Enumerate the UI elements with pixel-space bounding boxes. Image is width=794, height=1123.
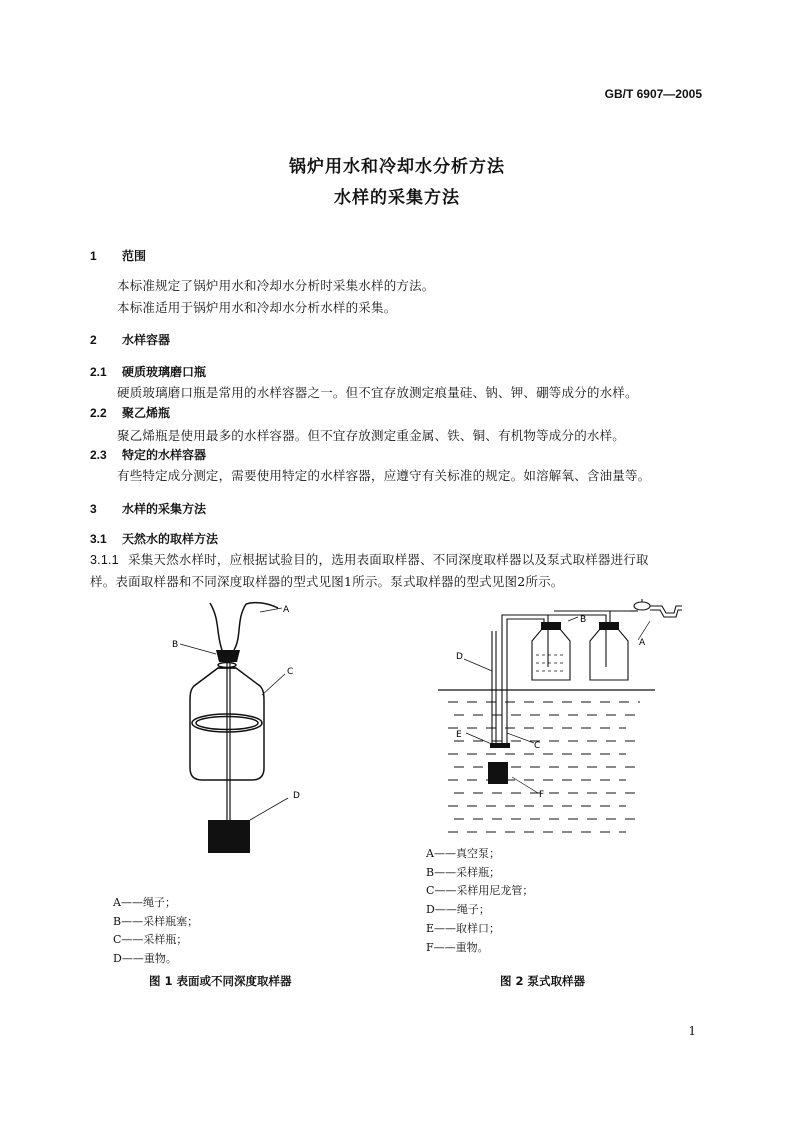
page-subtitle: 水样的采集方法 [334,188,460,208]
page-number: 1 [688,1024,696,1038]
section-number: 2.1 [90,365,107,379]
legend-item: D——绳子； [426,903,490,917]
rope-strand [246,603,278,608]
section-2-2-heading [90,404,170,421]
legend-item: C——采样用尼龙管； [426,884,534,898]
leader-line-d [464,659,492,671]
section-number: 3.1.1 [90,553,119,567]
label-b: B [172,640,179,650]
label-a: A [639,638,646,648]
legend-item: D——重物。 [113,952,177,966]
label-e: E [456,730,462,740]
section-title: 特定的水样容器 [122,448,207,462]
paragraph-continuation: 样。表面取样器和不同深度取样器的型式见图1所示。泵式取样器的型式见图2所示。 [90,574,564,589]
section-2-3-heading [90,446,206,463]
leader-line-b [568,617,578,621]
paragraph-3-1-1 [90,550,649,568]
section-number: 2.2 [90,406,107,420]
weight-block [208,820,250,853]
section-number: 3 [90,502,97,516]
sampling-port [490,743,510,748]
paragraph: 本标准适用于锅炉用水和冷却水分析水样的采集。 [117,300,397,315]
section-title: 水样的采集方法 [122,502,207,516]
sample-bottle [590,629,628,680]
label-d: D [456,652,463,662]
rope-strand [210,603,222,650]
legend-item: B——采样瓶； [426,865,501,879]
leader-line-a [260,608,282,612]
paragraph: 有些特定成分测定，需要使用特定的水样容器，应遵守有关标准的规定。如溶解氧、含油量等。 [117,468,651,483]
section-number: 1 [90,249,97,263]
legend-item: A——真空泵； [426,847,500,860]
weight-block [488,762,508,784]
leader-line-f [512,777,538,793]
section-title: 水样容器 [122,333,171,347]
figure-1-caption: 图 1 表面或不同深度取样器 [149,974,292,988]
section-title: 天然水的取样方法 [122,532,219,546]
bottle-stopper [599,622,619,630]
section-title: 聚乙烯瓶 [122,406,171,420]
legend-item: E——取样口； [426,921,501,935]
paragraph: 聚乙烯瓶是使用最多的水样容器。但不宜存放测定重金属、铁、铜、有机物等成分的水样。 [117,428,626,443]
bottle-stopper [216,650,240,662]
label-c: C [287,667,294,677]
paragraph: 本标准规定了锅炉用水和冷却水分析时采集水样的方法。 [117,278,435,293]
label-b: B [580,615,587,625]
leader-line-b [180,644,216,654]
label-a: A [283,605,290,615]
leader-line-d [250,798,288,820]
legend-item: C——采样瓶； [113,933,188,947]
paragraph-text: 采集天然水样时，应根据试验目的，选用表面取样器、不同深度取样器以及泵式取样器进行取 [128,552,649,567]
sample-bottle [532,629,570,680]
section-number: 3.1 [90,532,107,546]
legend-item: F——重物。 [426,940,489,954]
section-3-1-heading [90,530,218,547]
paragraph: 硬质玻璃磨口瓶是常用的水样容器之一。但不宜存放测定痕量硅、钠、钾、硼等成分的水样。 [117,385,638,400]
section-number: 2 [90,333,97,347]
section-2-1-heading [90,363,206,380]
section-title: 硬质玻璃磨口瓶 [122,365,207,379]
section-title: 范围 [122,249,147,263]
section-2-heading [90,331,170,348]
rope-strand [234,604,246,650]
vacuum-pump [634,602,650,610]
page-title: 锅炉用水和冷却水分析方法 [289,157,505,177]
figure-2-caption: 图 2 泵式取样器 [500,974,586,988]
figure-1-diagram [160,598,320,860]
section-number: 2.3 [90,448,107,462]
bottle-stopper [541,622,561,630]
water-body [448,702,640,832]
label-c: C [534,741,541,751]
figure-2-legend [426,845,533,957]
leader-line-e [466,733,494,745]
figure-2-diagram [430,595,690,840]
label-d: D [293,791,300,801]
section-3-heading [90,500,206,517]
standard-number: GB/T 6907—2005 [604,87,702,101]
label-f: F [539,790,545,800]
legend-item: A——绳子； [113,896,176,909]
nylon-tube [507,619,544,745]
figure-1-legend [113,894,198,969]
leader-line-c [262,674,285,695]
section-1-heading [90,247,146,264]
legend-item: B——采样瓶塞； [113,914,199,928]
